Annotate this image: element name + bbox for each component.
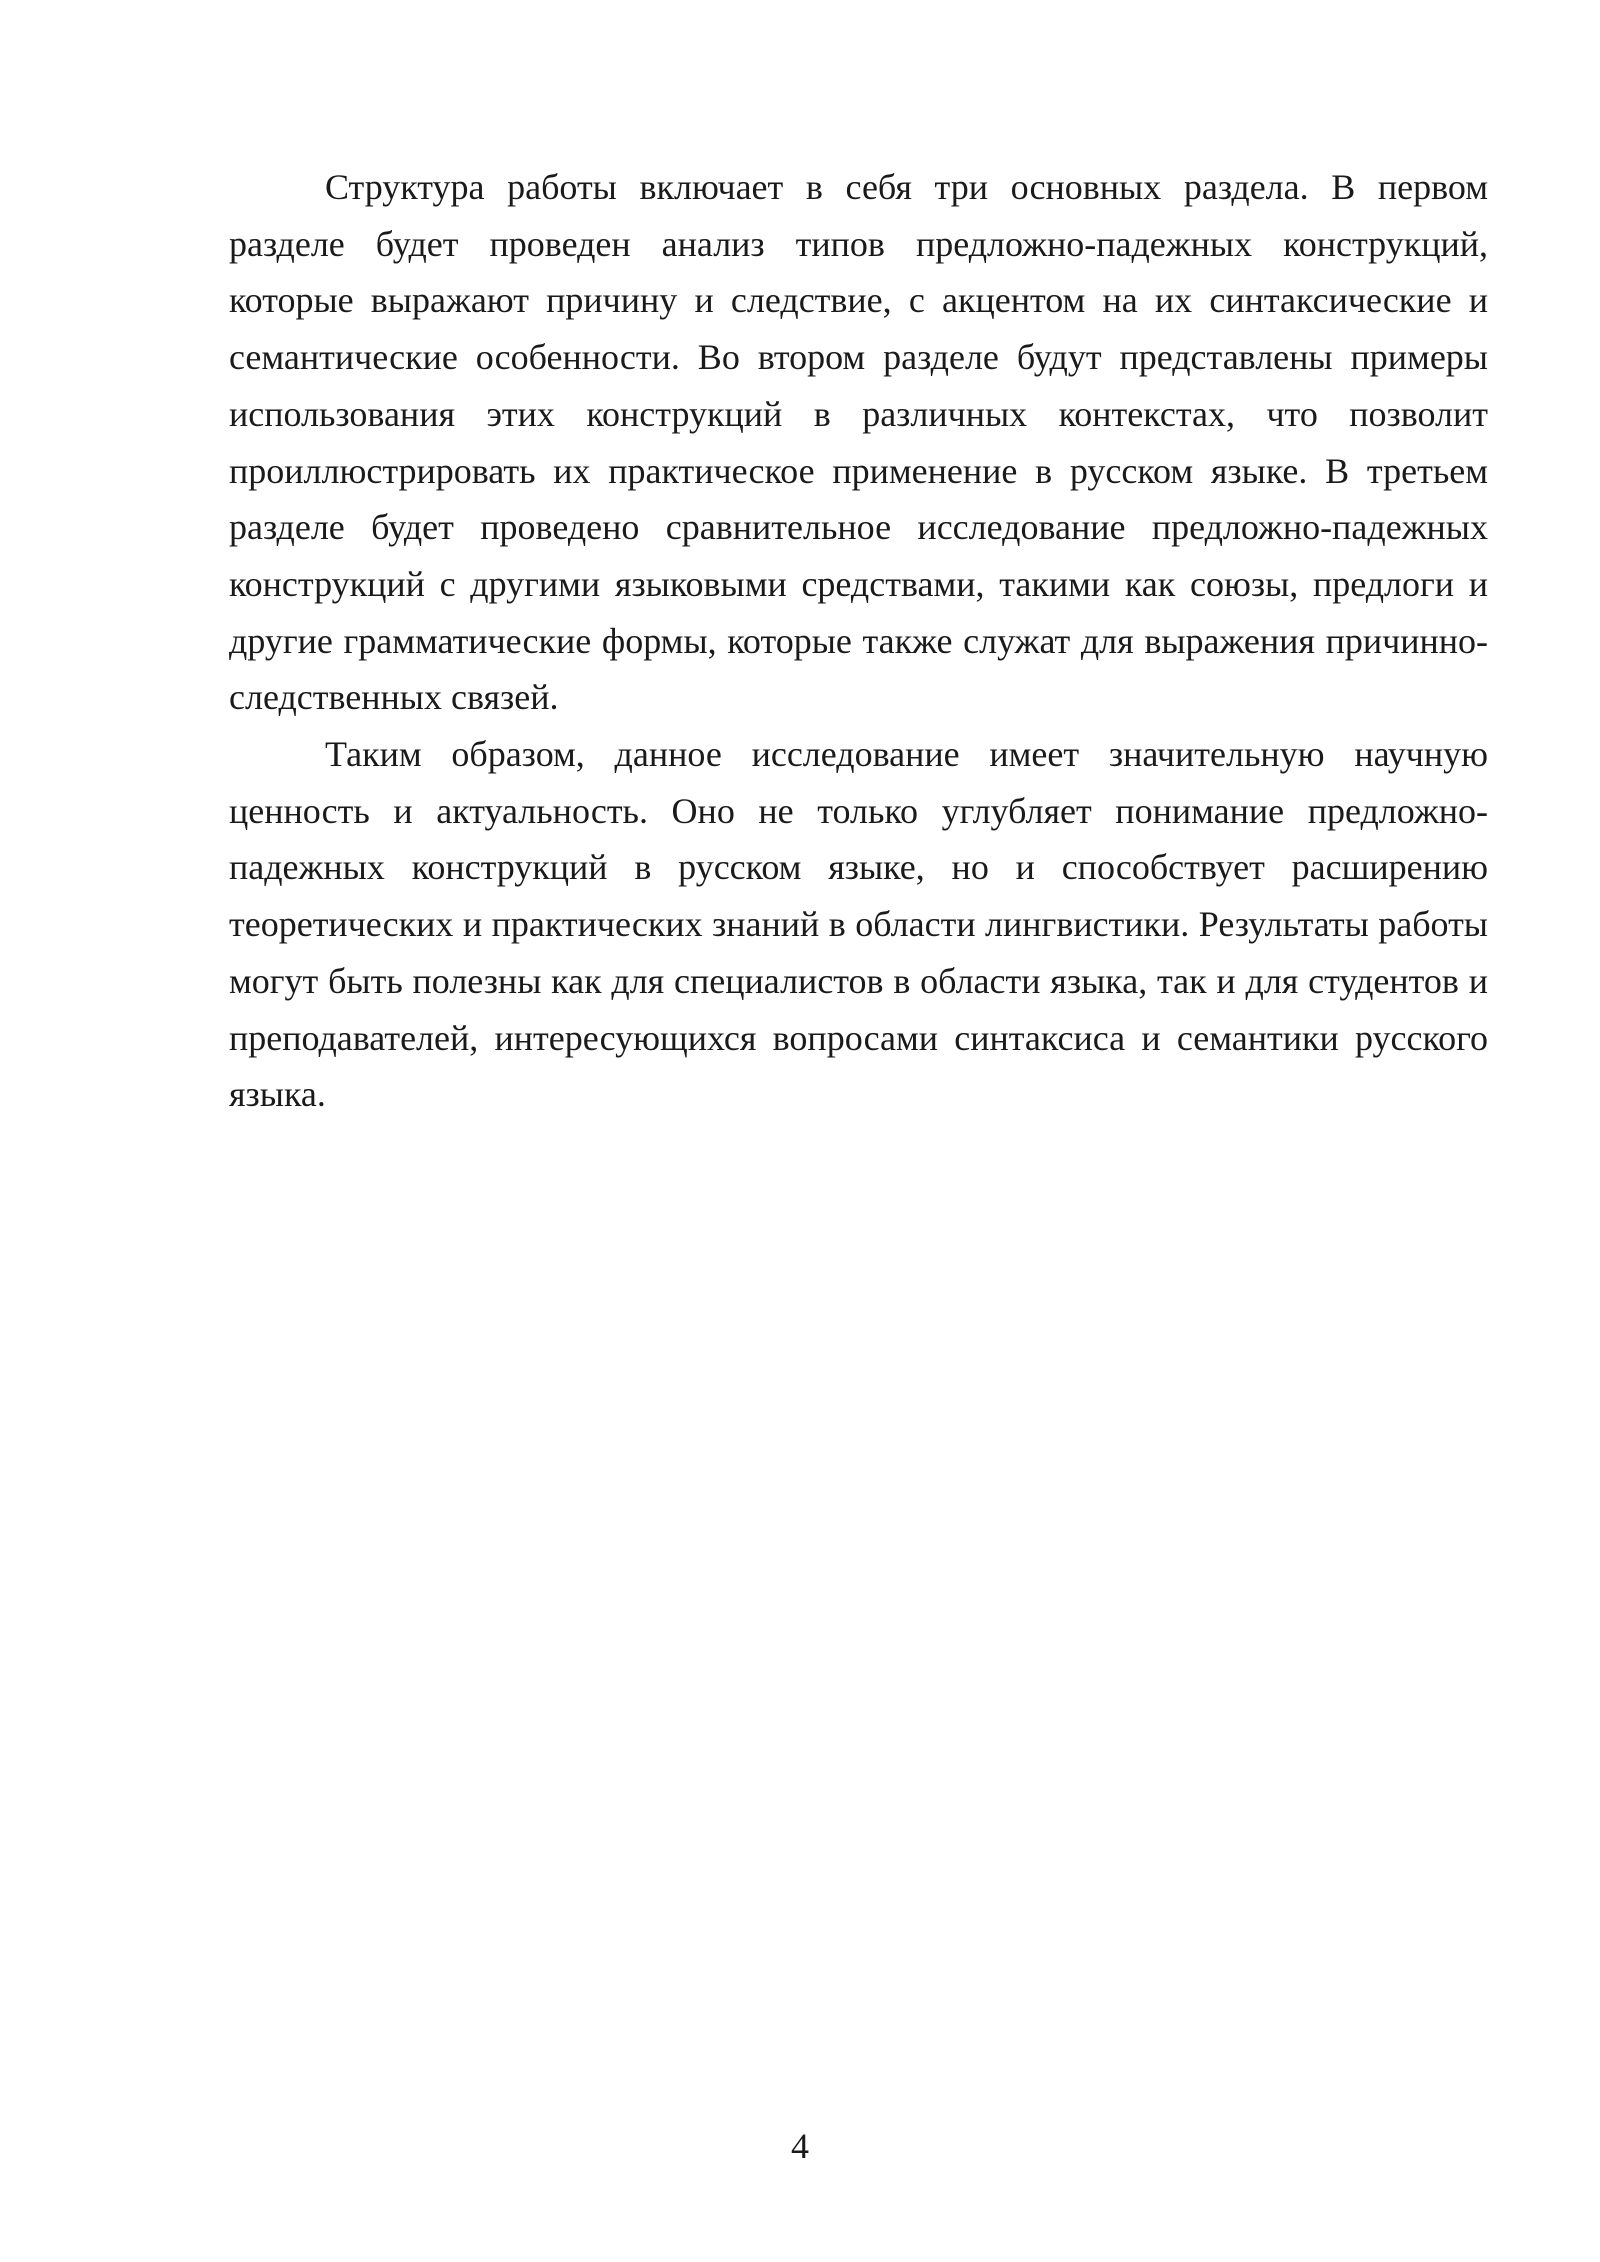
paragraph-structure: Структура работы включает в себя три основных раздела. В первом разделе будет проведен анализ типов предложно-падежных конструкций, которые выражают причину и следствие, с акцентом на их синтаксические и семантические особенности. Во втором разделе будут представлены примеры использования этих конструкций в различных контекстах, что позволит проиллюстрировать их практическое применение в русском языке. В третьем разделе будет проведено сравнительное исследование предложно-падежных конструкций с другими языковыми средствами, такими как союзы, предлоги и другие грамматические формы, которые также служат для выражения причинно-следственных связей. [229, 167, 1488, 718]
body-text [229, 159, 1488, 1123]
page-number: 4 [791, 2126, 809, 2166]
paragraph-conclusion: Таким образом, данное исследование имеет значительную научную ценность и актуальность. Оно не только углубляет понимание предложно-падежных конструкций в русском языке, но и способствует расширению теоретических и практических знаний в области лингвистики. Результаты работы могут быть полезны как для специалистов в области языка, так и для студентов и преподавателей, интересующихся вопросами синтаксиса и семантики русского языка. [229, 734, 1488, 1115]
